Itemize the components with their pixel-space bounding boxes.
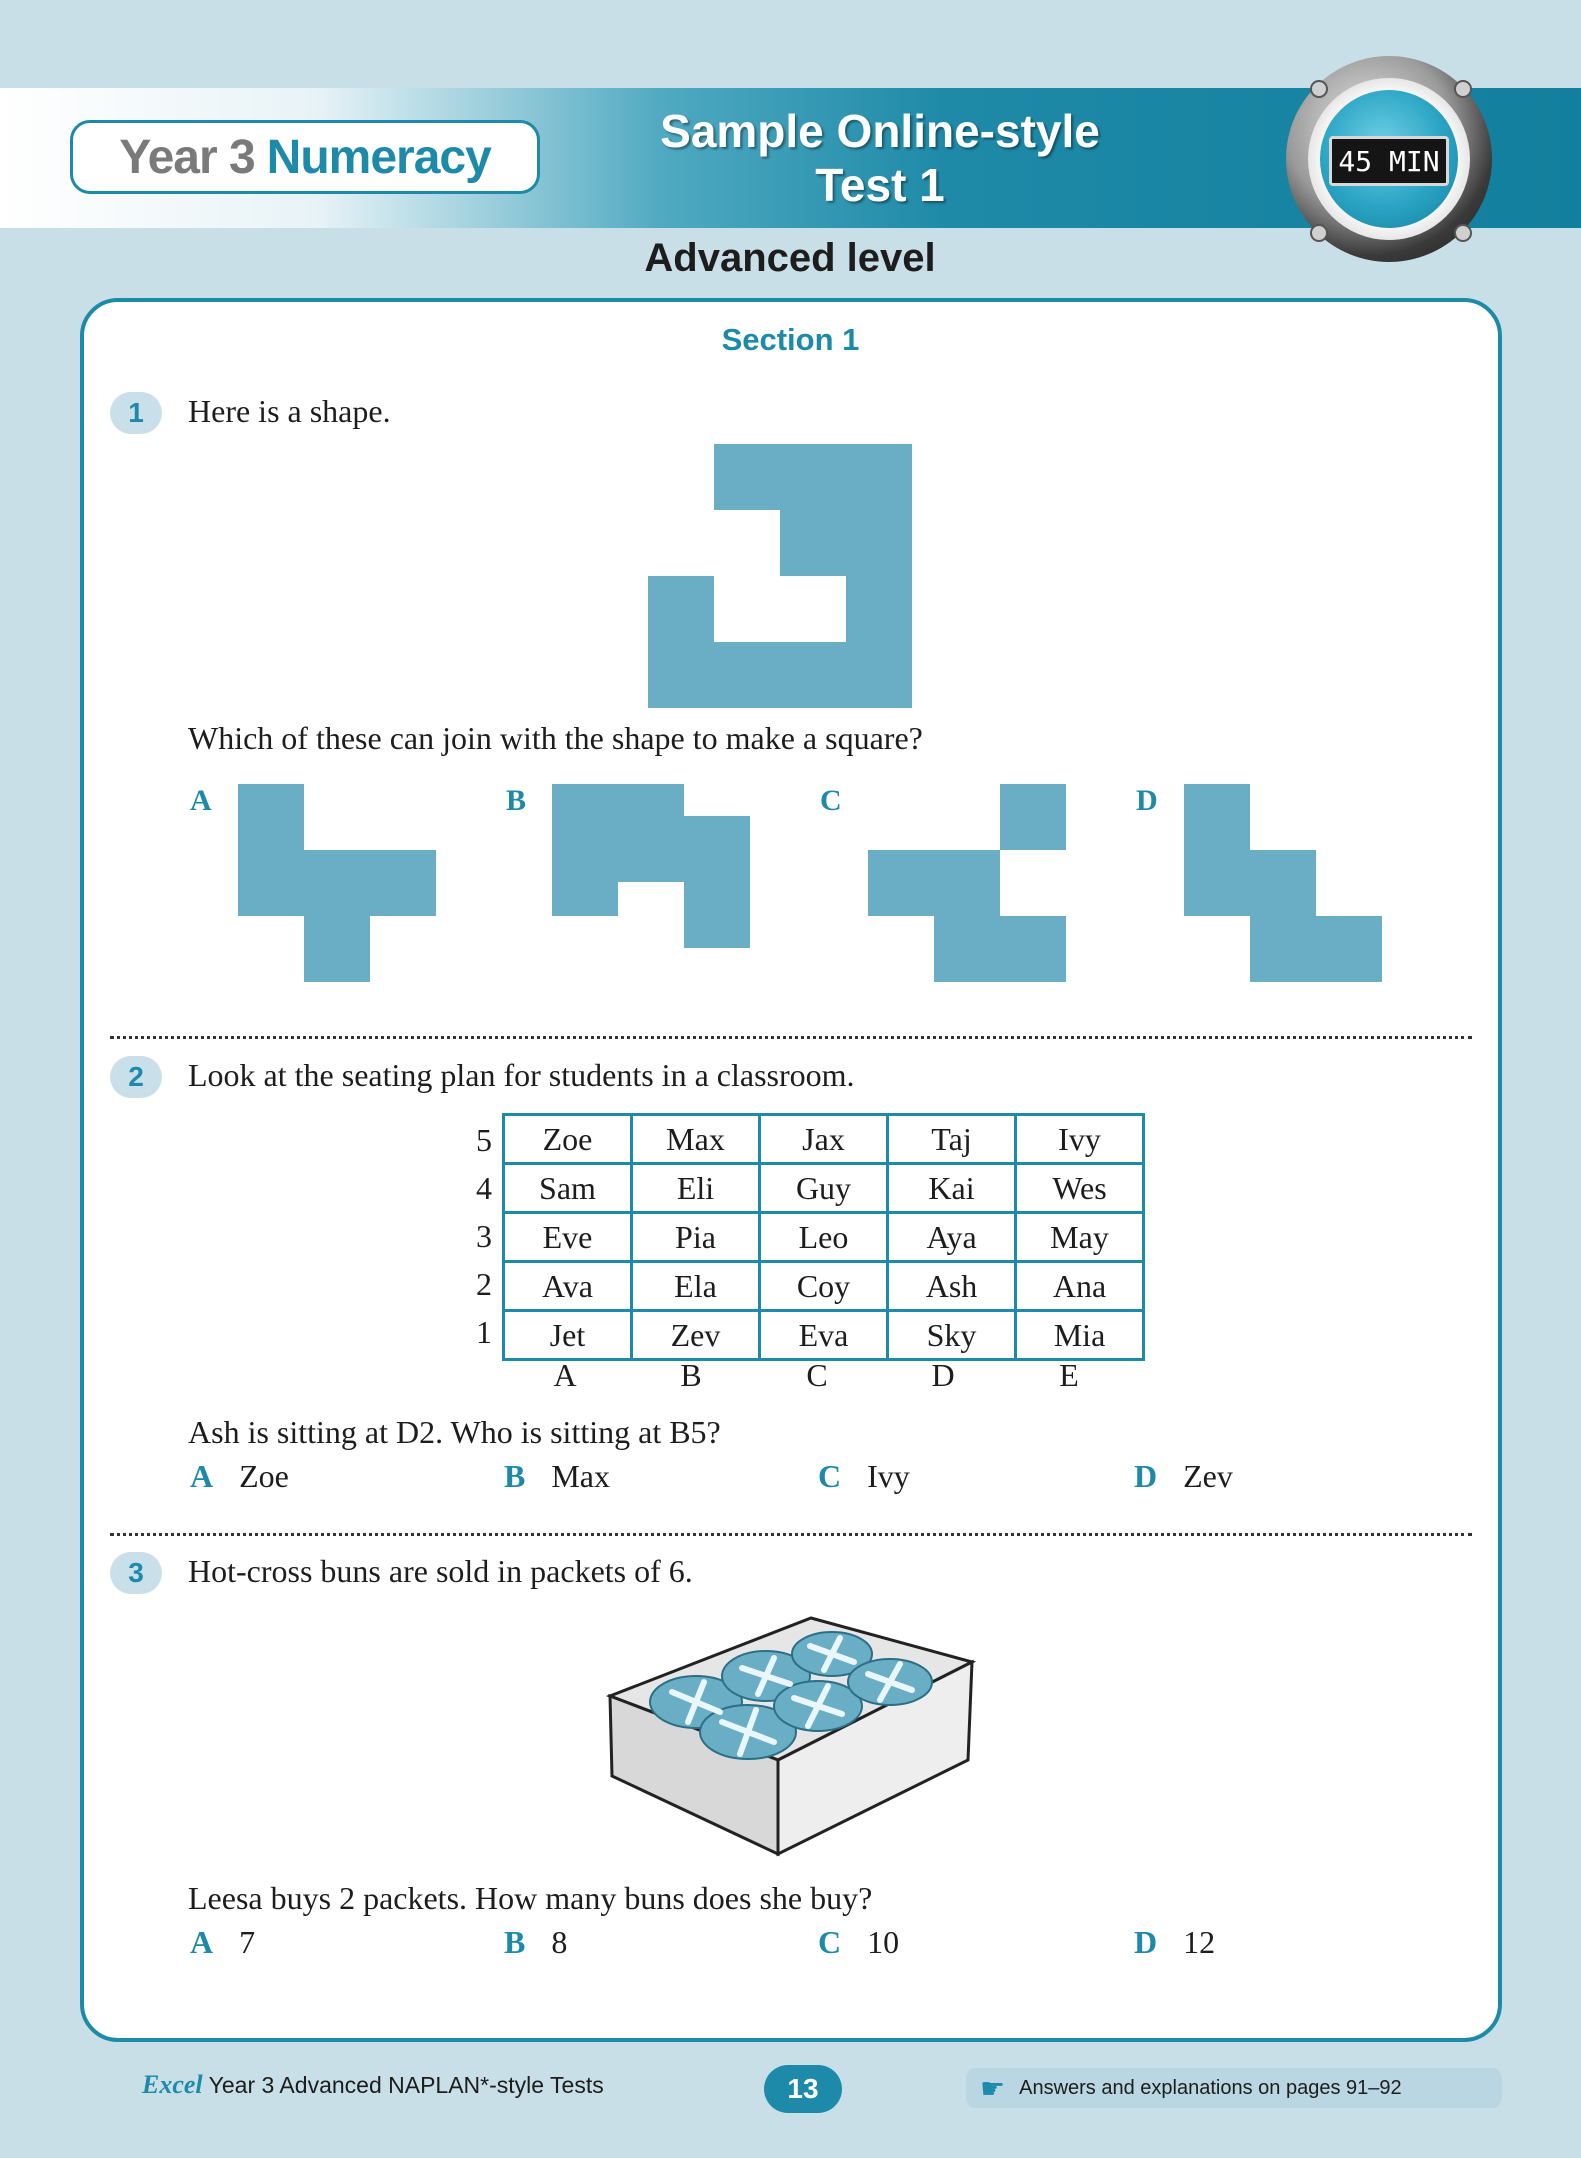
q3-option-d[interactable] (1134, 1924, 1215, 1961)
q3-option-b[interactable] (504, 1924, 567, 1961)
book-title: Year 3 Advanced NAPLAN*-style Tests (208, 2072, 604, 2098)
seat-cell: Ava (504, 1262, 632, 1311)
option-letter: C (818, 1924, 842, 1960)
row-label: 5 (476, 1122, 492, 1158)
column-label: B (680, 1357, 702, 1393)
hot-cross-buns-packet-image (606, 1610, 976, 1860)
subject-box (70, 120, 540, 194)
divider-1 (110, 1036, 1472, 1039)
q1-option-d-shape[interactable] (1184, 784, 1382, 982)
column-label: D (931, 1357, 955, 1393)
timer-display: 45 MIN (1329, 136, 1449, 186)
q1-option-b-shape[interactable] (552, 784, 750, 948)
question-number-1: 1 (110, 392, 162, 434)
seat-cell: Guy (760, 1164, 888, 1213)
seat-cell: Leo (760, 1213, 888, 1262)
brand-logo: Excel (142, 2070, 203, 2099)
seat-cell: Wes (1016, 1164, 1144, 1213)
column-label: C (806, 1357, 828, 1393)
row-label: 2 (476, 1266, 492, 1302)
table-row (504, 1164, 1144, 1213)
test-title-line2: Test 1 (815, 159, 945, 211)
footer-book-title (142, 2070, 604, 2100)
row-label: 1 (476, 1314, 492, 1350)
q1-option-c-label[interactable]: C (820, 784, 842, 817)
option-letter: D (1134, 1458, 1158, 1494)
q2-option-b[interactable] (504, 1458, 610, 1495)
seat-cell: Ana (1016, 1262, 1144, 1311)
option-letter: C (818, 1458, 842, 1494)
answers-note (966, 2068, 1502, 2108)
seat-cell: Sky (888, 1311, 1016, 1360)
q1-option-d-label[interactable]: D (1136, 784, 1158, 817)
option-value: Zoe (239, 1458, 289, 1494)
column-label: A (553, 1357, 577, 1393)
option-value: Ivy (867, 1458, 910, 1494)
question-number-2: 2 (110, 1056, 162, 1098)
subject-label: Numeracy (266, 130, 491, 184)
question-2-prompt: Ash is sitting at D2. Who is sitting at B5? (188, 1414, 721, 1450)
seat-cell: Zoe (504, 1115, 632, 1164)
q3-option-a[interactable] (190, 1924, 255, 1961)
table-row (504, 1115, 1144, 1164)
q3-option-c[interactable] (818, 1924, 899, 1961)
option-value: Zev (1183, 1458, 1233, 1494)
seat-cell: Coy (760, 1262, 888, 1311)
table-row (504, 1213, 1144, 1262)
option-value: 8 (551, 1924, 568, 1960)
table-row (504, 1311, 1144, 1360)
q1-option-b-label[interactable]: B (506, 784, 527, 817)
page-number: 13 (764, 2065, 842, 2113)
seat-cell: Ash (888, 1262, 1016, 1311)
seat-cell: Eve (504, 1213, 632, 1262)
question-1-shape (648, 444, 912, 708)
option-value: 10 (867, 1924, 900, 1960)
test-title-line1: Sample Online-style (660, 105, 1100, 157)
section-title: Section 1 (721, 322, 860, 357)
q2-option-a[interactable] (190, 1458, 289, 1495)
year-label: Year 3 (119, 130, 255, 184)
seat-cell: Eli (632, 1164, 760, 1213)
seat-cell: Taj (888, 1115, 1016, 1164)
row-label: 3 (476, 1218, 492, 1254)
seat-cell: Aya (888, 1213, 1016, 1262)
table-row (504, 1262, 1144, 1311)
q2-option-c[interactable] (818, 1458, 910, 1495)
seating-plan-table (502, 1113, 1145, 1361)
option-letter: A (190, 1924, 214, 1960)
question-3-text: Hot-cross buns are sold in packets of 6. (188, 1553, 693, 1589)
seat-cell: Sam (504, 1164, 632, 1213)
column-label: E (1059, 1357, 1079, 1393)
seating-row-labels (462, 1116, 492, 1356)
seat-cell: Jax (760, 1115, 888, 1164)
pointing-hand-icon: ☛ (980, 2072, 1006, 2104)
question-3-prompt: Leesa buys 2 packets. How many buns does she buy? (188, 1880, 873, 1916)
question-2-text: Look at the seating plan for students in a classroom. (188, 1057, 855, 1093)
test-title (600, 104, 1160, 212)
level-title: Advanced level (644, 236, 936, 280)
option-letter: D (1134, 1924, 1158, 1960)
option-letter: A (190, 1458, 214, 1494)
answers-note-text: Answers and explanations on pages 91–92 (1019, 2076, 1402, 2099)
seat-cell: Kai (888, 1164, 1016, 1213)
question-1-text: Here is a shape. (188, 393, 391, 429)
seat-cell: Pia (632, 1213, 760, 1262)
seat-cell: Eva (760, 1311, 888, 1360)
option-letter: B (504, 1458, 526, 1494)
seat-cell: Max (632, 1115, 760, 1164)
option-letter: B (504, 1924, 526, 1960)
timer-icon (1286, 56, 1492, 262)
seat-cell: May (1016, 1213, 1144, 1262)
option-value: 7 (239, 1924, 256, 1960)
row-label: 4 (476, 1170, 492, 1206)
question-number-3: 3 (110, 1552, 162, 1594)
seat-cell: Mia (1016, 1311, 1144, 1360)
question-1-prompt: Which of these can join with the shape to make a square? (188, 720, 923, 756)
seat-cell: Zev (632, 1311, 760, 1360)
seat-cell: Jet (504, 1311, 632, 1360)
q1-option-a-label[interactable]: A (190, 784, 212, 817)
seat-cell: Ivy (1016, 1115, 1144, 1164)
option-value: 12 (1183, 1924, 1216, 1960)
q1-option-c-shape[interactable] (868, 784, 1066, 982)
option-value: Max (551, 1458, 610, 1494)
q1-option-a-shape[interactable] (238, 784, 436, 982)
seat-cell: Ela (632, 1262, 760, 1311)
q2-option-d[interactable] (1134, 1458, 1233, 1495)
seating-column-labels (502, 1357, 1132, 1394)
divider-2 (110, 1533, 1472, 1536)
